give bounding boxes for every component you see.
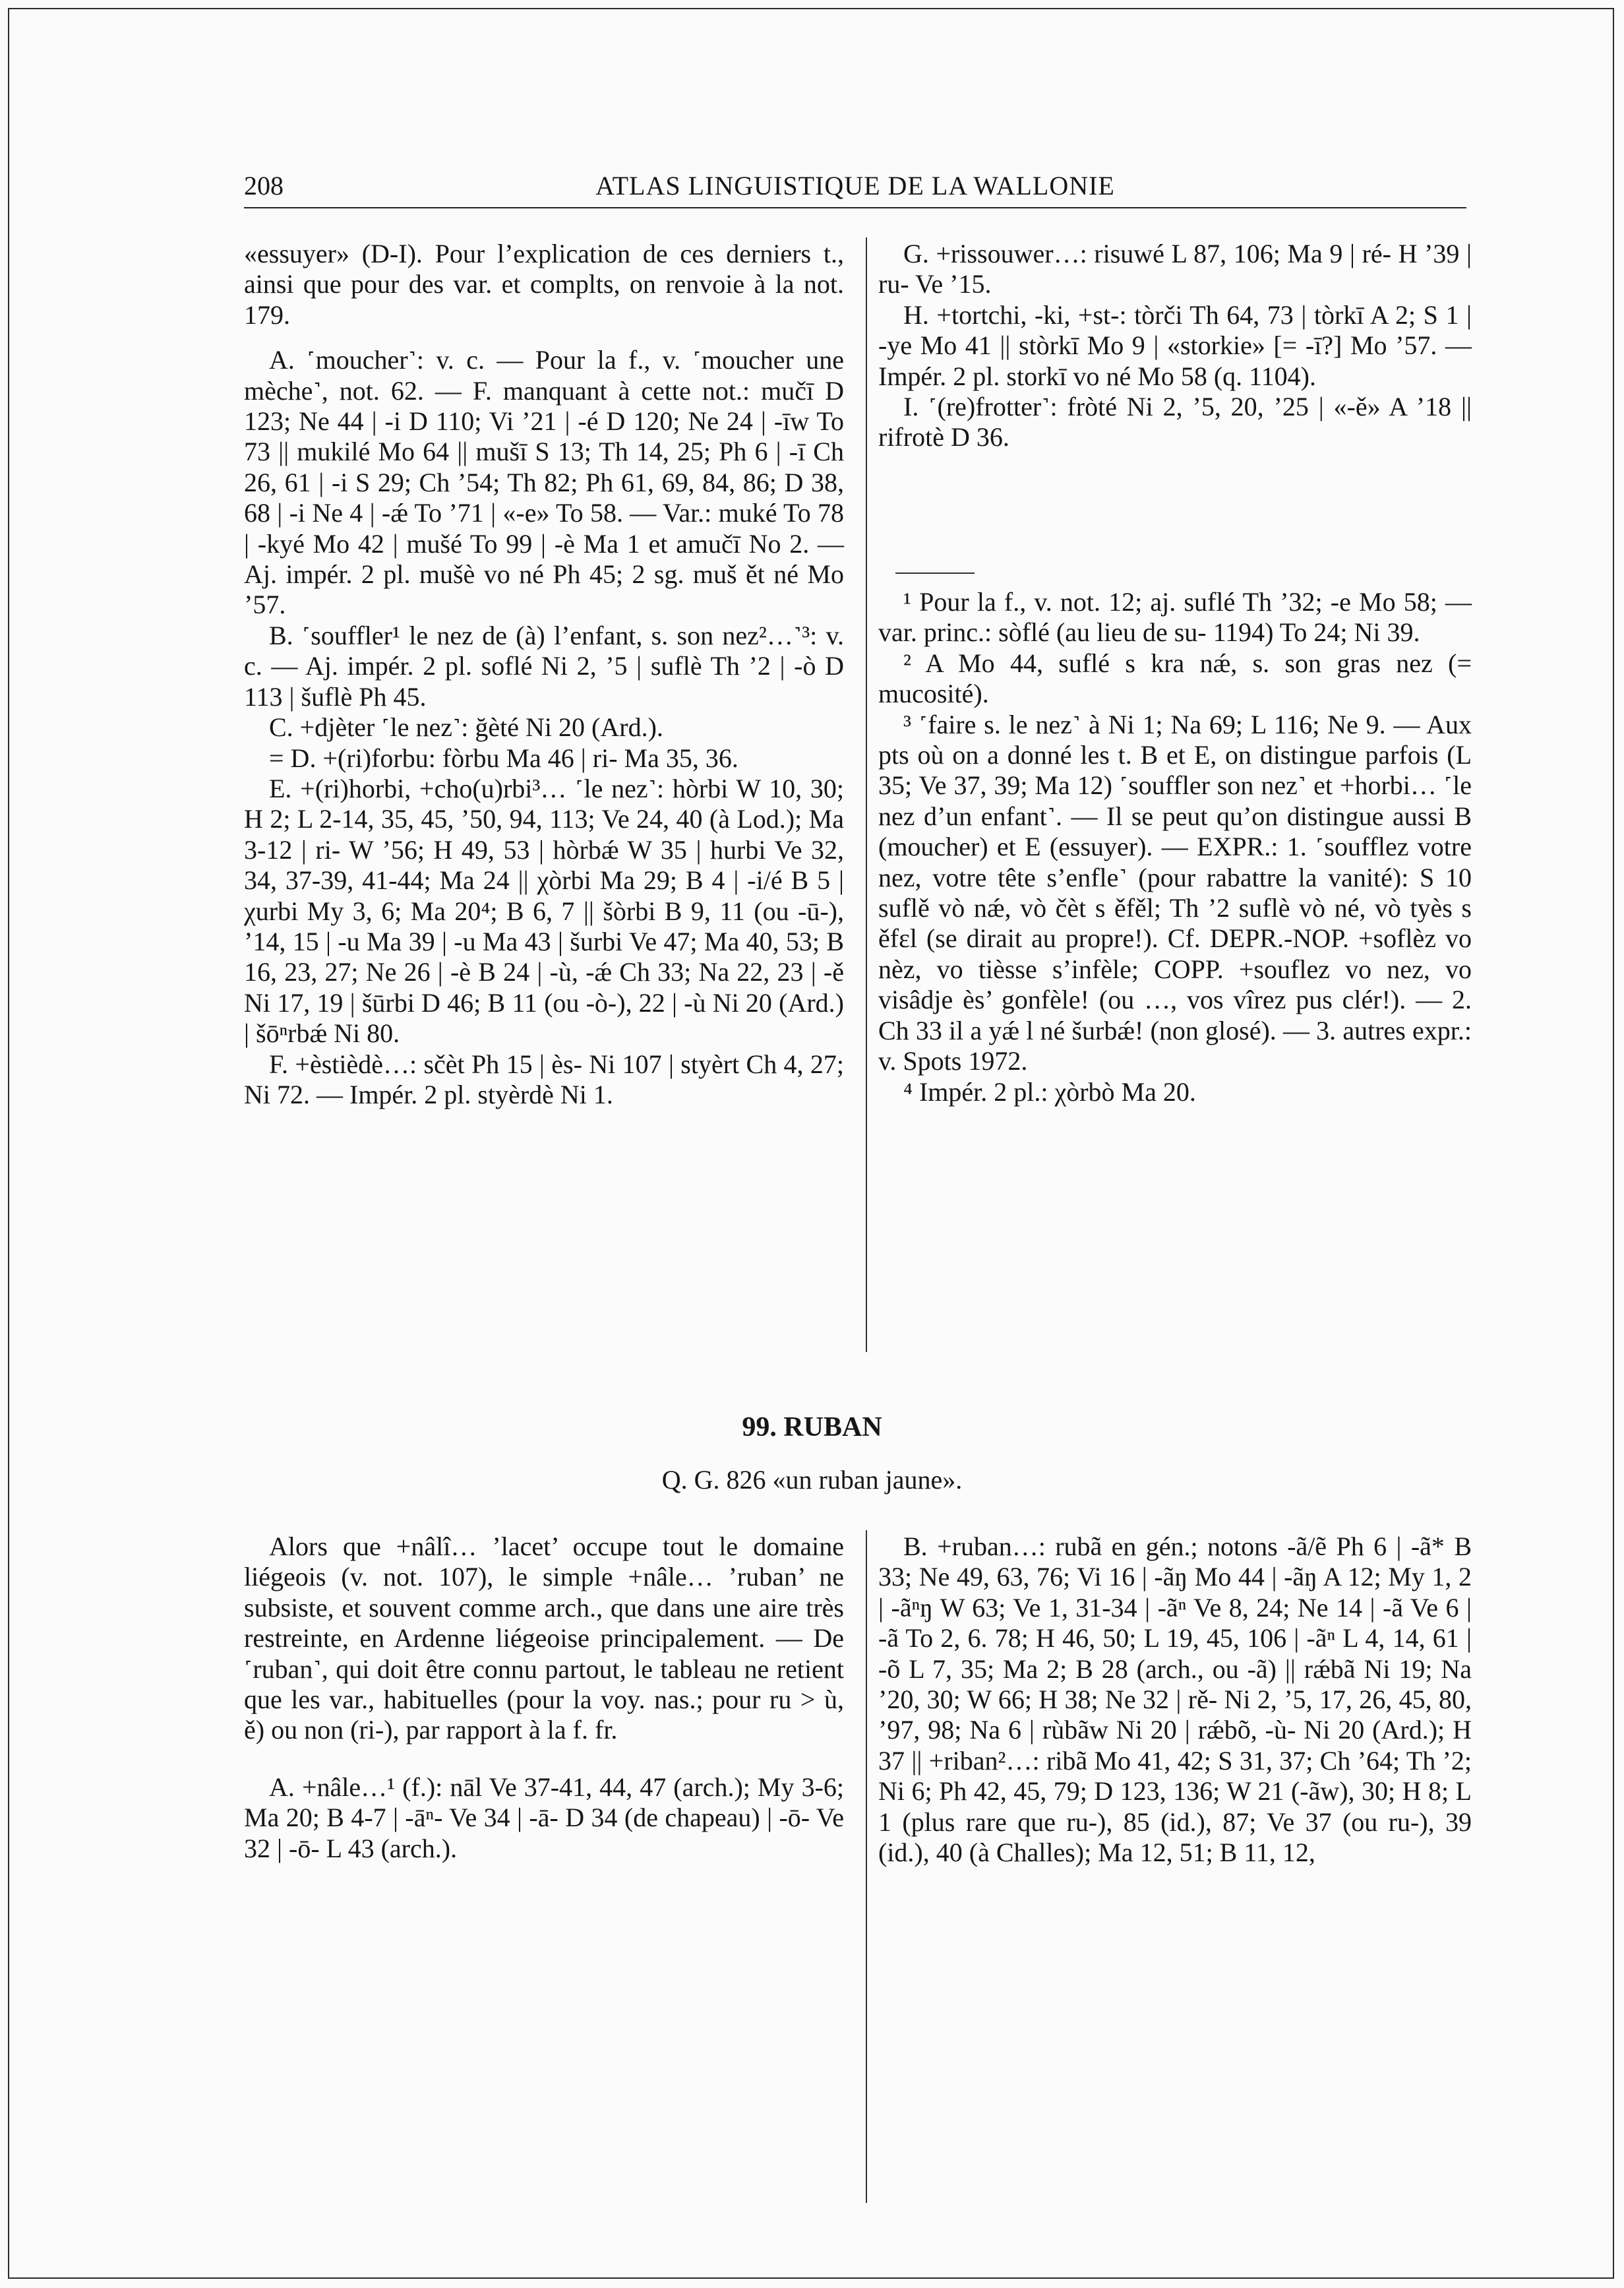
entry-i-refrotter: I. ˹(re)frotter˺: fròté Ni 2, ’5, 20, ’25 | «-ě» A ’18 || rifrotè D 36. (878, 392, 1472, 452)
entry-c-djeter: C. +djèter ˹le nez˺: ğèté Ni 20 (Ard.). (269, 712, 663, 743)
footnote-rule (895, 572, 975, 574)
footnotes (878, 587, 1472, 1107)
entry-a-moucher: A. ˹moucher˺: v. c. — Pour la f., v. ˹moucher une mèche˺, not. 62. — F. manquant à cette not.: mučī D 123; Ne 44 | -i D 110; Vi ’21 | -é D 120; Ne 24 | -īw To 73 || mukilé Mo 64 || mušī S 13; Th 14, 25; Ph 6 | -ī Ch 26, 61 | -i S 29; Ch ’54; Th 82; Ph 61, 69, 84, 86; D 38, 68 | -i Ne 4 | -ǽ To ’71 | «-e» To 58. — Var.: muké To 78 | -kyé Mo 42 | mušé To 99 | -è Ma 1 et amučī No 2. — Aj. impér. 2 pl. mušè vo né Ph 45; 2 sg. muš ět né Mo ’57. (244, 345, 844, 620)
entry-b-souffler: B. ˹souffler¹ le nez de (à) l’enfant, s. son nez²…˺³: v. c. — Aj. impér. 2 pl. soflé Ni 2, ’5 | suflè Th ’2 | -ò D 113 | šuflè Ph 45. (244, 620, 844, 712)
entry-a-nale: A. +nâle…¹ (f.): nāl Ve 37-41, 44, 47 (arch.); My 3-6; Ma 20; B 4-7 | -āⁿ- Ve 34 | -ā- D 34 (de chapeau) | -ō- Ve 32 | -ō- L 43 (arch.). (244, 1772, 844, 1863)
column-divider (866, 237, 867, 1352)
running-title: ATLAS LINGUISTIQUE DE LA WALLONIE (595, 171, 1115, 201)
column-divider (866, 1530, 867, 2203)
entry-b-ruban: B. +ruban…: rubã en gén.; notons -ã/ẽ Ph 6 | -ã* B 33; Ne 49, 63, 76; Vi 16 | -ãŋ Mo 44 | -ãŋ A 12; My 1, 2 | -ãⁿŋ W 63; Ve 1, 31-34 | -ãⁿ Ve 8, 24; Ne 14 | -ã Ve 6 | -ã To 2, 6. 78; H 46, 50; L 19, 45, 106 | -ãⁿ L 4, 14, 61 | -õ L 7, 35; Ma 2; B 28 (arch., ou -ã) || rǽbã Ni 19; Na ’20, 30; W 66; H 38; Ne 32 | rě- Ni 2, ’5, 17, 26, 45, 80, ’97, 98; Na 6 | rùbãw Ni 20 | rǽbõ, -ù- Ni 20 (Ard.); H 37 || +riban²…: ribã Mo 41, 42; S 31, 37; Ch ’64; Th ’2; Ni 6; Ph 42, 45, 79; D 123, 136; W 21 (-ãw), 30; H 8; L 1 (plus rare que ru-), 85 (id.), 87; Ve 37 (ou ru-), 39 (id.), 40 (à Challes); Ma 12, 51; B 11, 12, (878, 1531, 1472, 1868)
footnote: ³ ˹faire s. le nez˺ à Ni 1; Na 69; L 116; Ne 9. — Aux pts où on a donné les t. B et E, on distingue parfois (L 35; Ve 37, 39; Ma 12) ˹souffler son nez˺ et +horbi… ˹le nez d’un enfant˺. — Il se peut qu’on distingue aussi B (moucher) et E (essuyer). — EXPR.: 1. ˹soufflez votre nez, votre tête s’enfle˺ (pour rabattre la vanité): S 10 suflě vò nǽ, vò čèt s ěfěl; Th ’2 suflè vò né, vò tyès s ěfɛl (se dirait au propre!). Cf. DEPR.-NOP. +soflèz vo nèz, vo tièsse s’infèle; COPP. +souflez vo nez, vo visâdje ès’ gonfèle! (ou …, vos vîrez pus clér!). — 2. Ch 33 il a yǽ l né šurbǽ! (non glosé). — 3. autres expr.: v. Spots 1972. (878, 709, 1472, 1076)
section-title: 99. RUBAN (742, 1412, 882, 1442)
entry-g-rissouwer: G. +rissouwer…: risuwé L 87, 106; Ma 9 | ré- H ’39 | ru- Ve ’15. (878, 239, 1472, 299)
footnote: ¹ Pour la f., v. not. 12; aj. suflé Th ’32; -e Mo 58; — var. princ.: sòflé (au lieu de su- 1194) To 24; Ni 39. (878, 587, 1472, 648)
page-number: 208 (244, 171, 284, 201)
entry-e-rihorbi: E. +(ri)horbi, +cho(u)rbi³… ˹le nez˺: hòrbi W 10, 30; H 2; L 2-14, 35, 45, ’50, 94, 113; Ve 24, 40 (à Lod.); Ma 3-12 | ri- W ’56; H 49, 53 | hòrbǽ W 35 | hurbi Ve 32, 34, 37-39, 41-44; Ma 24 || χòrbi Ma 29; B 4 | -i/é B 5 | χurbi My 3, 6; Ma 20⁴; B 6, 7 || šòrbi B 9, 11 (ou -ū-), ’14, 15 | -u Ma 39 | -u Ma 43 | šurbi Ve 47; Ma 40, 53; B 16, 23, 27; Ne 26 | -è B 24 | -ù, -ǽ Ch 33; Na 22, 23 | -ě Ni 17, 19 | šūrbi D 46; B 11 (ou -ò-), 22 | -ù Ni 20 (Ard.) | šōⁿrbǽ Ni 80. (244, 773, 844, 1049)
entry-h-tortchi: H. +tortchi, -ki, +st-: tòrči Th 64, 73 | tòrkī A 2; S 1 | -ye Mo 41 || stòrkī Mo 9 | «storkie» [= -ī?] Mo ’57. — Impér. 2 pl. storkī vo né Mo 58 (q. 1104). (878, 299, 1472, 391)
bottom-left-column (244, 1531, 844, 1864)
footnote: ⁴ Impér. 2 pl.: χòrbò Ma 20. (903, 1076, 1196, 1107)
section-question: Q. G. 826 «un ruban jaune». (661, 1465, 963, 1495)
entry-d-riforbu: = D. +(ri)forbu: fòrbu Ma 46 | ri- Ma 35, 36. (269, 743, 738, 773)
bottom-right-column (878, 1531, 1472, 1868)
top-left-column (244, 239, 844, 1110)
top-right-column (878, 239, 1472, 453)
paragraph: «essuyer» (D-I). Pour l’explication de ces derniers t., ainsi que pour des var. et complts, on renvoie à la not. 179. (244, 239, 844, 330)
entry-f-estiede: F. +èstièdè…: sčèt Ph 15 | ès- Ni 107 | styèrt Ch 4, 27; Ni 72. — Impér. 2 pl. styèrdè Ni 1. (244, 1049, 844, 1109)
footnote: ² A Mo 44, suflé s kra nǽ, s. son gras nez (= mucosité). (878, 648, 1472, 709)
intro-paragraph: Alors que +nâlî… ’lacet’ occupe tout le domaine liégeois (v. not. 107), le simple +nâle… ’ruban’ ne subsiste, et souvent comme arch., que dans une aire très restreinte, en Ardenne liégeoise principalement. — De ˹ruban˺, qui doit être connu partout, le tableau ne retient que les var., habituelles (pour la voy. nas.; pour ru > ù, ě) ou non (ri-), par rapport à la f. fr. (244, 1531, 844, 1745)
running-head (244, 170, 1466, 208)
